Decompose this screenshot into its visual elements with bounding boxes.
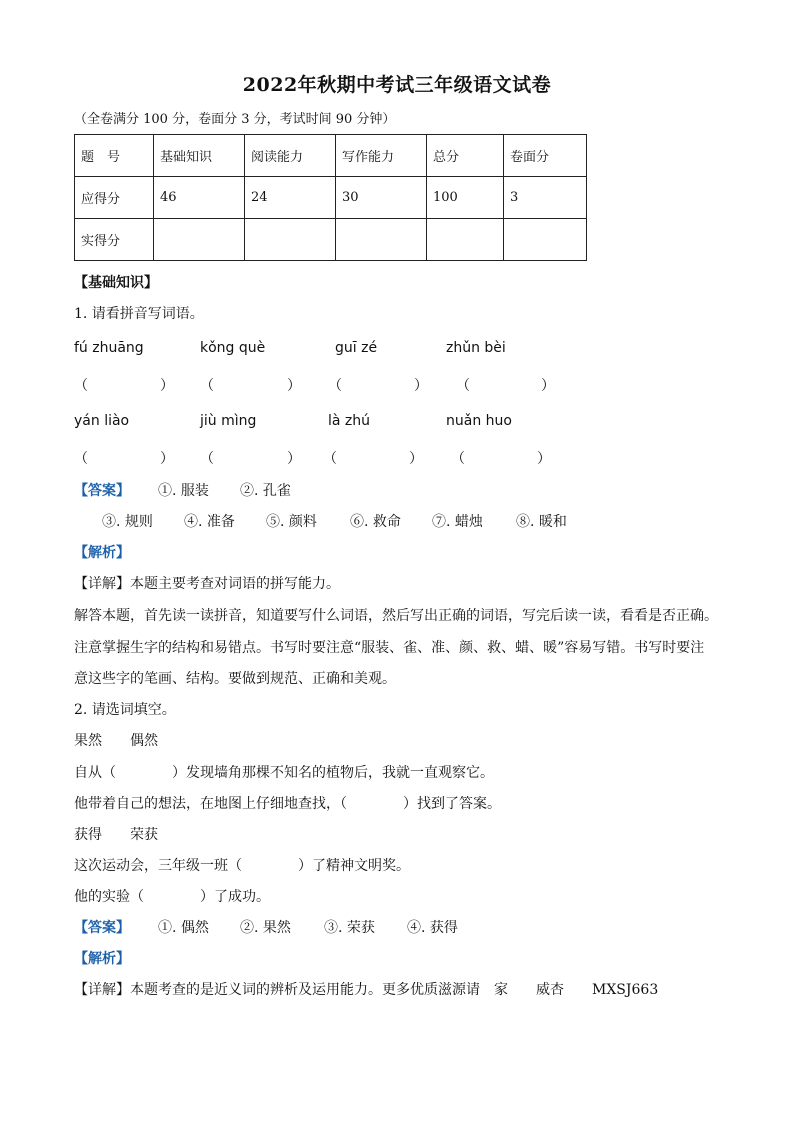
answer-blank-open: （	[451, 451, 465, 467]
answer-item: ②. 果然	[240, 920, 291, 936]
table-cell: 题 号	[75, 135, 154, 177]
answer-blank-open: （	[200, 378, 214, 394]
page-title: 2022年秋期中考试三年级语文试卷	[242, 74, 552, 96]
answer-item: ②. 孔雀	[240, 483, 291, 499]
answer-tag: 【答案】	[74, 483, 130, 499]
answer-blank-close: ）	[409, 451, 423, 467]
answer-item: ④. 准备	[184, 514, 235, 530]
answer-item: ⑧. 暖和	[516, 514, 567, 530]
answer-blank-open: （	[200, 451, 214, 467]
answer-blank-open: （	[74, 378, 88, 394]
answer-item: ⑤. 颜料	[266, 514, 317, 530]
answer-blank-close: ）	[287, 451, 301, 467]
table-cell: 46	[154, 177, 245, 219]
fill-sentence: 自从（ ）发现墙角那棵不知名的植物后，我就一直观察它。	[74, 765, 494, 781]
table-cell: 阅读能力	[245, 135, 336, 177]
table-cell[interactable]	[245, 219, 336, 261]
answer-item: ④. 获得	[407, 920, 458, 936]
pinyin: yán liào	[74, 413, 130, 429]
table-row	[75, 219, 587, 261]
table-cell[interactable]	[154, 219, 245, 261]
question-1-prompt: 1. 请看拼音写词语。	[74, 306, 204, 322]
table-cell: 基础知识	[154, 135, 245, 177]
answer-blank-close: ）	[160, 378, 174, 394]
answer-blank-open: （	[74, 451, 88, 467]
section-heading: 【基础知识】	[74, 275, 158, 291]
explanation-text: 注意掌握生字的结构和易错点。书写时要注意“服装、雀、准、颜、救、蜡、暖”容易写错。书写时要注	[74, 640, 705, 656]
table-cell[interactable]	[504, 219, 587, 261]
fill-sentence: 这次运动会，三年级一班（ ）了精神文明奖。	[74, 858, 410, 874]
analysis-tag: 【解析】	[74, 951, 130, 967]
pinyin: guī zé	[335, 340, 378, 356]
answer-item: ③. 规则	[102, 514, 153, 530]
table-cell: 应得分	[75, 177, 154, 219]
exam-info: （全卷满分 100 分，卷面分 3 分，考试时间 90 分钟）	[74, 112, 396, 127]
answer-item: ⑦. 蜡烛	[432, 514, 483, 530]
word-choices: 果然 偶然	[74, 733, 158, 749]
explanation-text: 解答本题，首先读一读拼音，知道要写什么词语，然后写出正确的词语，写完后读一读，看看是否正确。	[74, 608, 718, 624]
pinyin: nuǎn huo	[446, 413, 512, 429]
table-cell: 100	[427, 177, 504, 219]
pinyin: zhǔn bèi	[446, 340, 506, 356]
table-row	[75, 177, 587, 219]
pinyin: kǒng què	[200, 340, 266, 356]
answer-item: ①. 服装	[158, 483, 209, 499]
table-cell[interactable]	[427, 219, 504, 261]
explanation-text: 【详解】本题主要考查对词语的拼写能力。	[74, 576, 340, 592]
analysis-tag: 【解析】	[74, 545, 130, 561]
answer-blank-open: （	[328, 378, 342, 394]
pinyin: là zhú	[328, 413, 371, 429]
answer-blank-close: ）	[541, 378, 555, 394]
table-cell: 3	[504, 177, 587, 219]
answer-blank-close: ）	[287, 378, 301, 394]
question-2-prompt: 2. 请选词填空。	[74, 702, 176, 718]
table-cell: 写作能力	[336, 135, 427, 177]
table-cell: 30	[336, 177, 427, 219]
pinyin: jiù mìng	[200, 413, 257, 429]
table-row	[75, 135, 587, 177]
answer-item: ①. 偶然	[158, 920, 209, 936]
answer-item: ③. 荣获	[324, 920, 375, 936]
table-cell: 卷面分	[504, 135, 587, 177]
fill-sentence: 他的实验（ ）了成功。	[74, 889, 270, 905]
answer-blank-close: ）	[160, 451, 174, 467]
table-cell[interactable]	[336, 219, 427, 261]
word-choices: 获得 荣获	[74, 827, 158, 843]
answer-item: ⑥. 救命	[350, 514, 401, 530]
answer-tag: 【答案】	[74, 920, 130, 936]
explanation-text: 意这些字的笔画、结构。要做到规范、正确和美观。	[74, 671, 396, 687]
table-cell: 24	[245, 177, 336, 219]
pinyin: fú zhuāng	[74, 340, 144, 356]
explanation-text: 【详解】本题考查的是近义词的辨析及运用能力。更多优质滋源请 家 威杏 MXSJ663	[74, 982, 659, 998]
fill-sentence: 他带着自己的想法，在地图上仔细地查找，（ ）找到了答案。	[74, 796, 501, 812]
answer-blank-open: （	[323, 451, 337, 467]
score-table	[74, 134, 587, 261]
answer-blank-close: ）	[537, 451, 551, 467]
table-cell: 实得分	[75, 219, 154, 261]
table-cell: 总分	[427, 135, 504, 177]
answer-blank-open: （	[456, 378, 470, 394]
answer-blank-close: ）	[414, 378, 428, 394]
